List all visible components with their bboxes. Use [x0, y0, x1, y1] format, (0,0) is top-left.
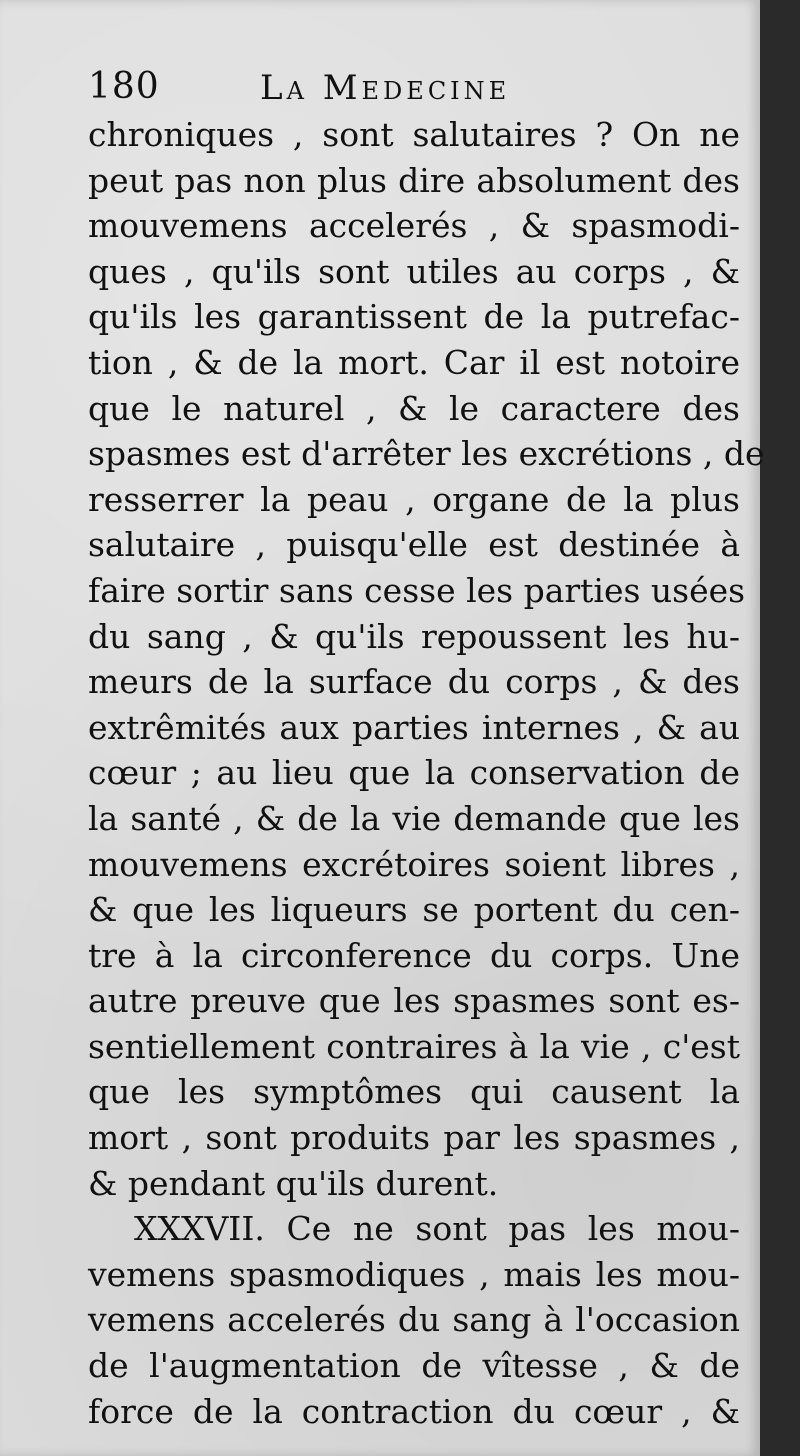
- text-line: spasmes est d'arrêter les excrétions , de: [88, 434, 765, 474]
- text-line: sentiellement contraires à la vie , c'est: [88, 1026, 740, 1066]
- text-line-paragraph-end: & pendant qu'ils durent.: [88, 1163, 499, 1203]
- text-line: vemens spasmodiques , mais les mou-: [88, 1254, 740, 1294]
- text-line: force de la contraction du cœur , &: [88, 1391, 740, 1431]
- text-line: qu'ils les garantissent de la putrefac-: [88, 297, 740, 337]
- text-line: meurs de la surface du corps , & des: [88, 662, 740, 702]
- text-line: cœur ; au lieu que la conservation de: [88, 753, 740, 793]
- text-line: la santé , & de la vie demande que les: [88, 798, 740, 838]
- text-line: tre à la circonference du corps. Une: [88, 935, 740, 975]
- text-line: tion , & de la mort. Car il est notoire: [88, 342, 740, 382]
- text-line-section-start: XXXVII. Ce ne sont pas les mou-: [134, 1209, 740, 1249]
- page-number: 180: [88, 66, 160, 107]
- text-line: du sang , & qu'ils repoussent les hu-: [88, 616, 740, 656]
- page-header: [88, 66, 738, 116]
- text-line: peut pas non plus dire absolument des: [88, 160, 740, 200]
- text-line: que le naturel , & le caractere des: [88, 388, 740, 428]
- text-line: faire sortir sans cesse les parties usées: [88, 570, 746, 610]
- text-line: chroniques , sont salutaires ? On ne: [88, 115, 740, 154]
- text-line: de l'augmentation de vîtesse , & de: [88, 1346, 740, 1386]
- text-line: mouvemens excrétoires soient libres ,: [88, 844, 740, 884]
- text-line: vemens accelerés du sang à l'occasion: [88, 1300, 740, 1340]
- text-line: salutaire , puisqu'elle est destinée à: [88, 525, 740, 565]
- body-text: [88, 112, 765, 1434]
- text-line: mouvemens accelerés , & spasmodi-: [88, 206, 740, 246]
- text-line: resserrer la peau , organe de la plus: [88, 479, 740, 519]
- text-line: que les symptômes qui causent la: [88, 1072, 740, 1112]
- text-line: mort , sont produits par les spasmes ,: [88, 1118, 740, 1158]
- running-title: La Medecine: [260, 68, 511, 108]
- text-line: ques , qu'ils sont utiles au corps , &: [88, 251, 740, 291]
- text-line: autre preuve que les spasmes sont es-: [88, 981, 740, 1021]
- text-line: extrêmités aux parties internes , & au: [88, 707, 740, 747]
- text-line: & que les liqueurs se portent du cen-: [88, 890, 740, 930]
